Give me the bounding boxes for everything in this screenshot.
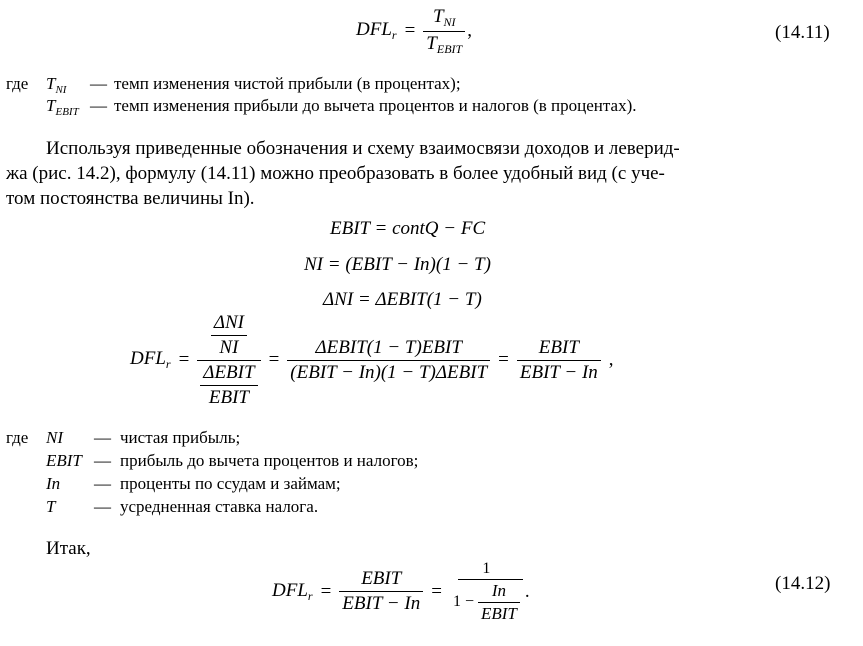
itak-text: Итак, — [46, 538, 91, 559]
eq1-trail: , — [467, 20, 472, 42]
eq2-equals: = — [178, 349, 190, 371]
eq3-first-fraction: $\frac{\text{EBIT}}{\text{EBIT − In}}$ — [339, 568, 423, 615]
equation-number-14-11: (14.11) — [775, 22, 830, 43]
equation-14-12: $DFL_r$ = $\frac{\text{EBIT}}{\text{EBIT − In}}$ = 1 1 − $\frac{In}{\text{EBIT}}$ . — [272, 560, 530, 623]
equation-ebit: EBIT = contQ − FC — [330, 218, 486, 239]
eq2-lhs: $DFL_r$ — [130, 348, 171, 372]
eq1-fraction — [423, 6, 465, 57]
paragraph-line-3: том постоянства величины In). — [6, 188, 255, 209]
eq2-compound-fraction — [197, 312, 260, 408]
definition-in: In — проценты по ссудам и займам; — [46, 474, 341, 493]
paragraph-line-2: жа (рис. 14.2), формулу (14.11) можно преобразовать в более удобный вид (с уче- — [6, 163, 665, 184]
definition-tni: где $T_{NI}$ — темп изменения чистой прибыли (в процентах); — [6, 74, 461, 96]
eq3-inner-fraction: $\frac{In}{\text{EBIT}}$ — [478, 581, 520, 623]
equation-number-14-12: (14.12) — [775, 573, 831, 594]
eq2-middle-fraction: $\frac{\text{ΔEBIT(1 − T)EBIT}}{\text{(EBIT − In)(1 − T)ΔEBIT}}$ — [287, 337, 490, 384]
eq2-result-fraction: $\frac{\text{EBIT}}{\text{EBIT − In}}$ — [517, 337, 601, 384]
eq1-equals: = — [404, 20, 416, 42]
eq2-bottom-fraction: $\frac{\text{ΔEBIT}}{\text{EBIT}}$ — [200, 362, 257, 409]
eq1-numerator: $T_{NI}$ — [432, 6, 456, 29]
paragraph-line-1: Используя приведенные обозначения и схему взаимосвязи доходов и леверид- — [46, 138, 680, 159]
eq3-lhs: $DFL_r$ — [272, 579, 313, 603]
eq3-second-fraction: 1 1 − $\frac{In}{\text{EBIT}}$ — [450, 560, 523, 623]
eq1-denominator: $T_{EBIT}$ — [426, 32, 463, 56]
definition-t: T — усредненная ставка налога. — [46, 497, 319, 516]
equation-ni: NI = (EBIT − In)(1 − T) — [304, 254, 491, 275]
definition-ebit: EBIT — прибыль до вычета процентов и налогов; — [46, 451, 419, 470]
definition-tebit: $T_{EBIT}$ — темп изменения прибыли до вычета процентов и налогов (в процентах). — [46, 96, 637, 118]
equation-delta-ni: ΔNI = ΔEBIT(1 − T) — [323, 289, 482, 310]
definition-ni: где NI — чистая прибыль; — [6, 428, 241, 447]
equation-dfl-derivation: $DFL_r$ = $\frac{\frac{\text{ΔNI}}{NI}}{\frac{\text{ΔEBIT}}{\text{EBIT}}}$ = $\frac{\text{ΔEBIT(1 − T)EBIT}}{\text{(EBIT − In)(1 − T)ΔEBIT}}$ = $\frac{\text{EBIT}}{\text{EBIT − In}}$ , — [130, 312, 614, 408]
equation-14-11 — [356, 6, 472, 57]
eq2-top-fraction: $\frac{\text{ΔNI}}{NI}$ — [211, 312, 247, 359]
eq1-lhs: $DFL_r$ — [356, 19, 397, 43]
